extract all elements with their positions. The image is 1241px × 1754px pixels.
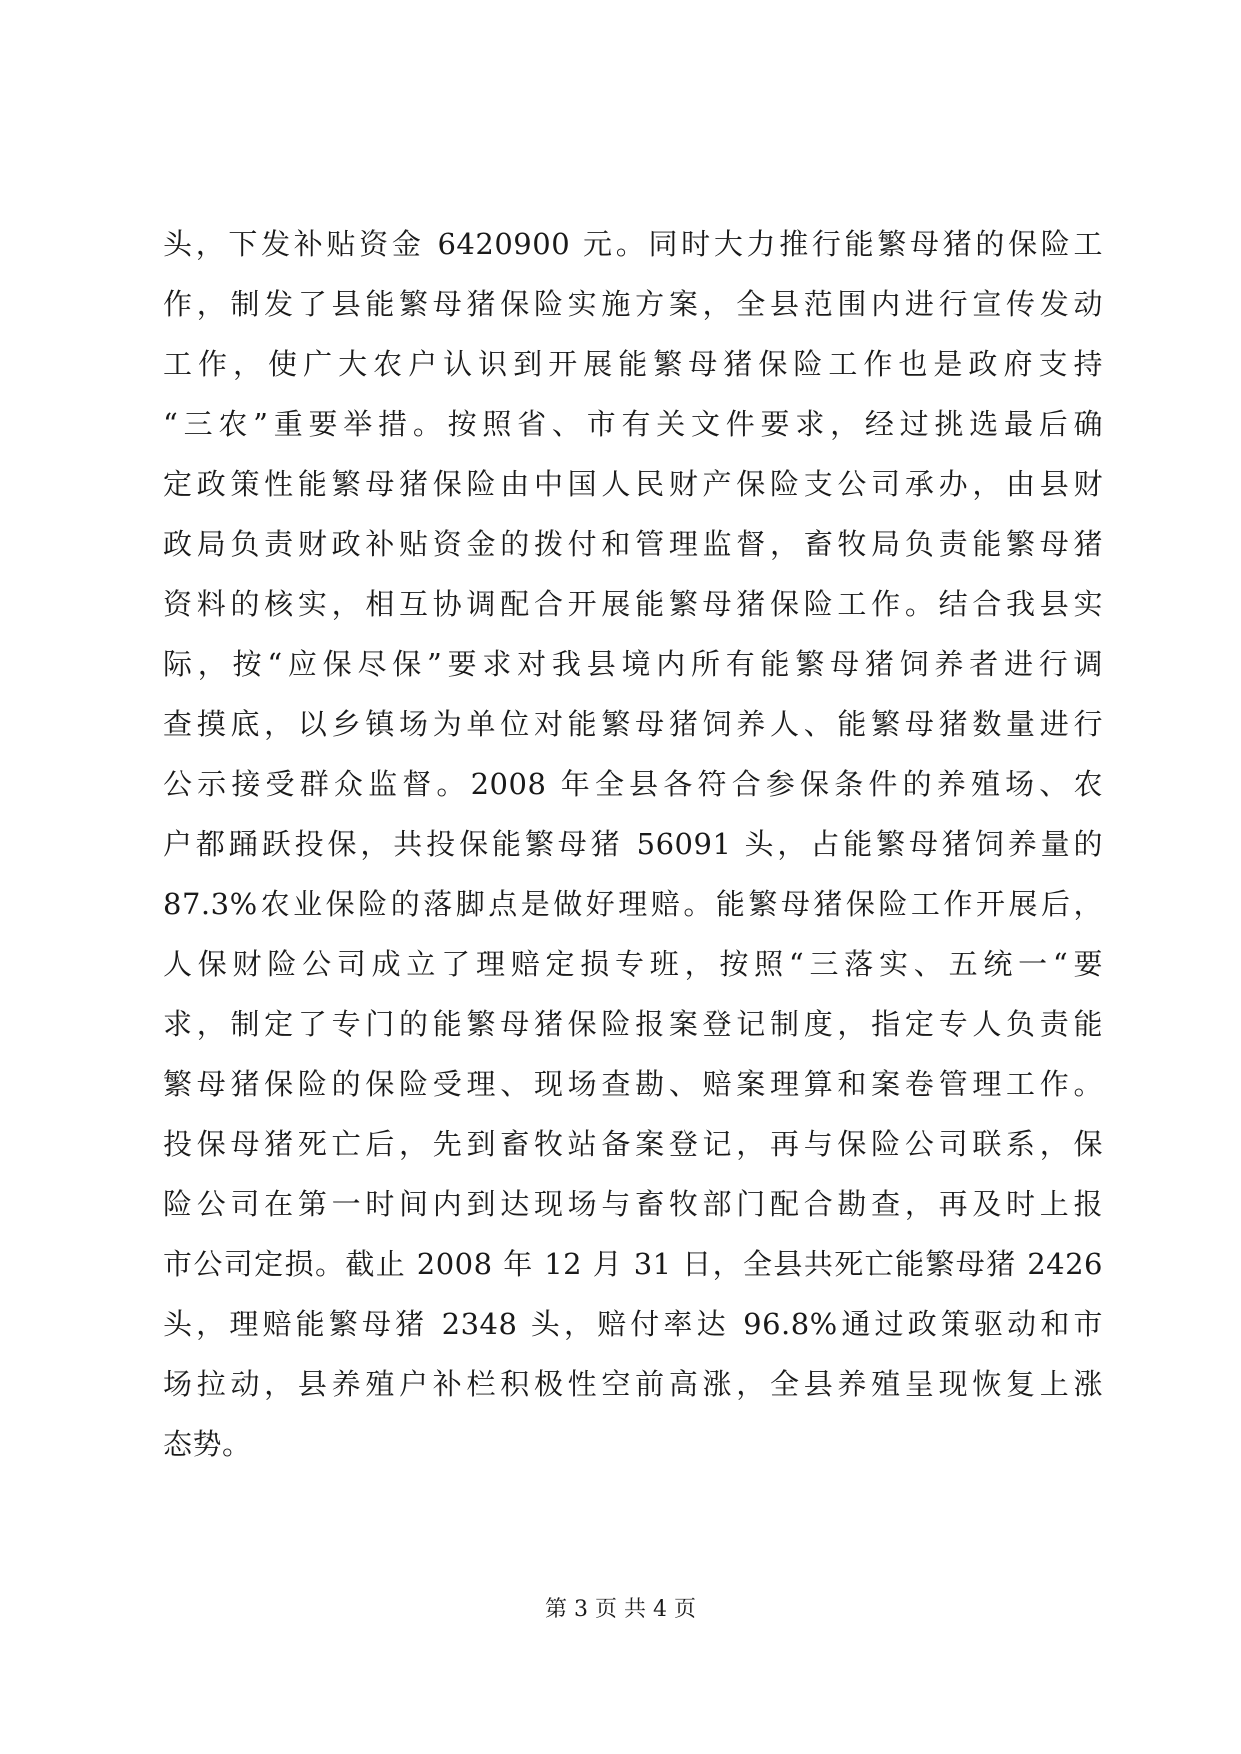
text-line: 户都踊跃投保，共投保能繁母猪 56091 头，占能繁母猪饲养量的 [163, 827, 1103, 861]
text-line: 繁母猪保险的保险受理、现场查勘、赔案理算和案卷管理工作。 [163, 1067, 1103, 1101]
text-line: 市公司定损。截止 2008 年 12 月 31 日，全县共死亡能繁母猪 2426 [163, 1247, 1103, 1281]
text-line: 查摸底，以乡镇场为单位对能繁母猪饲养人、能繁母猪数量进行 [163, 707, 1103, 741]
text-line: 87.3%农业保险的落脚点是做好理赔。能繁母猪保险工作开展后， [163, 887, 1103, 921]
text-line: 政局负责财政补贴资金的拨付和管理监督，畜牧局负责能繁母猪 [163, 527, 1103, 561]
text-line: 工作，使广大农户认识到开展能繁母猪保险工作也是政府支持 [163, 347, 1103, 381]
text-line: 投保母猪死亡后，先到畜牧站备案登记，再与保险公司联系，保 [163, 1127, 1103, 1161]
text-line: 求，制定了专门的能繁母猪保险报案登记制度，指定专人负责能 [163, 1007, 1103, 1041]
text-line: 资料的核实，相互协调配合开展能繁母猪保险工作。结合我县实 [163, 587, 1103, 621]
text-line: “三农”重要举措。按照省、市有关文件要求，经过挑选最后确 [163, 407, 1103, 441]
text-line: 人保财险公司成立了理赔定损专班，按照“三落实、五统一“要 [163, 947, 1103, 981]
text-line: 定政策性能繁母猪保险由中国人民财产保险支公司承办，由县财 [163, 467, 1103, 501]
text-line: 际，按“应保尽保”要求对我县境内所有能繁母猪饲养者进行调 [163, 647, 1103, 681]
text-line: 态势。 [163, 1427, 252, 1461]
text-line: 头，理赔能繁母猪 2348 头，赔付率达 96.8%通过政策驱动和市 [163, 1307, 1103, 1341]
text-line: 头，下发补贴资金 6420900 元。同时大力推行能繁母猪的保险工 [163, 227, 1103, 261]
text-line: 险公司在第一时间内到达现场与畜牧部门配合勘查，再及时上报 [163, 1187, 1103, 1221]
text-line: 公示接受群众监督。2008 年全县各符合参保条件的养殖场、农 [163, 767, 1103, 801]
text-line: 场拉动，县养殖户补栏积极性空前高涨，全县养殖呈现恢复上涨 [163, 1367, 1103, 1401]
page-number-footer: 第 3 页 共 4 页 [545, 1597, 696, 1622]
text-line: 作，制发了县能繁母猪保险实施方案，全县范围内进行宣传发动 [163, 287, 1103, 321]
body-paragraph [163, 214, 1103, 1474]
